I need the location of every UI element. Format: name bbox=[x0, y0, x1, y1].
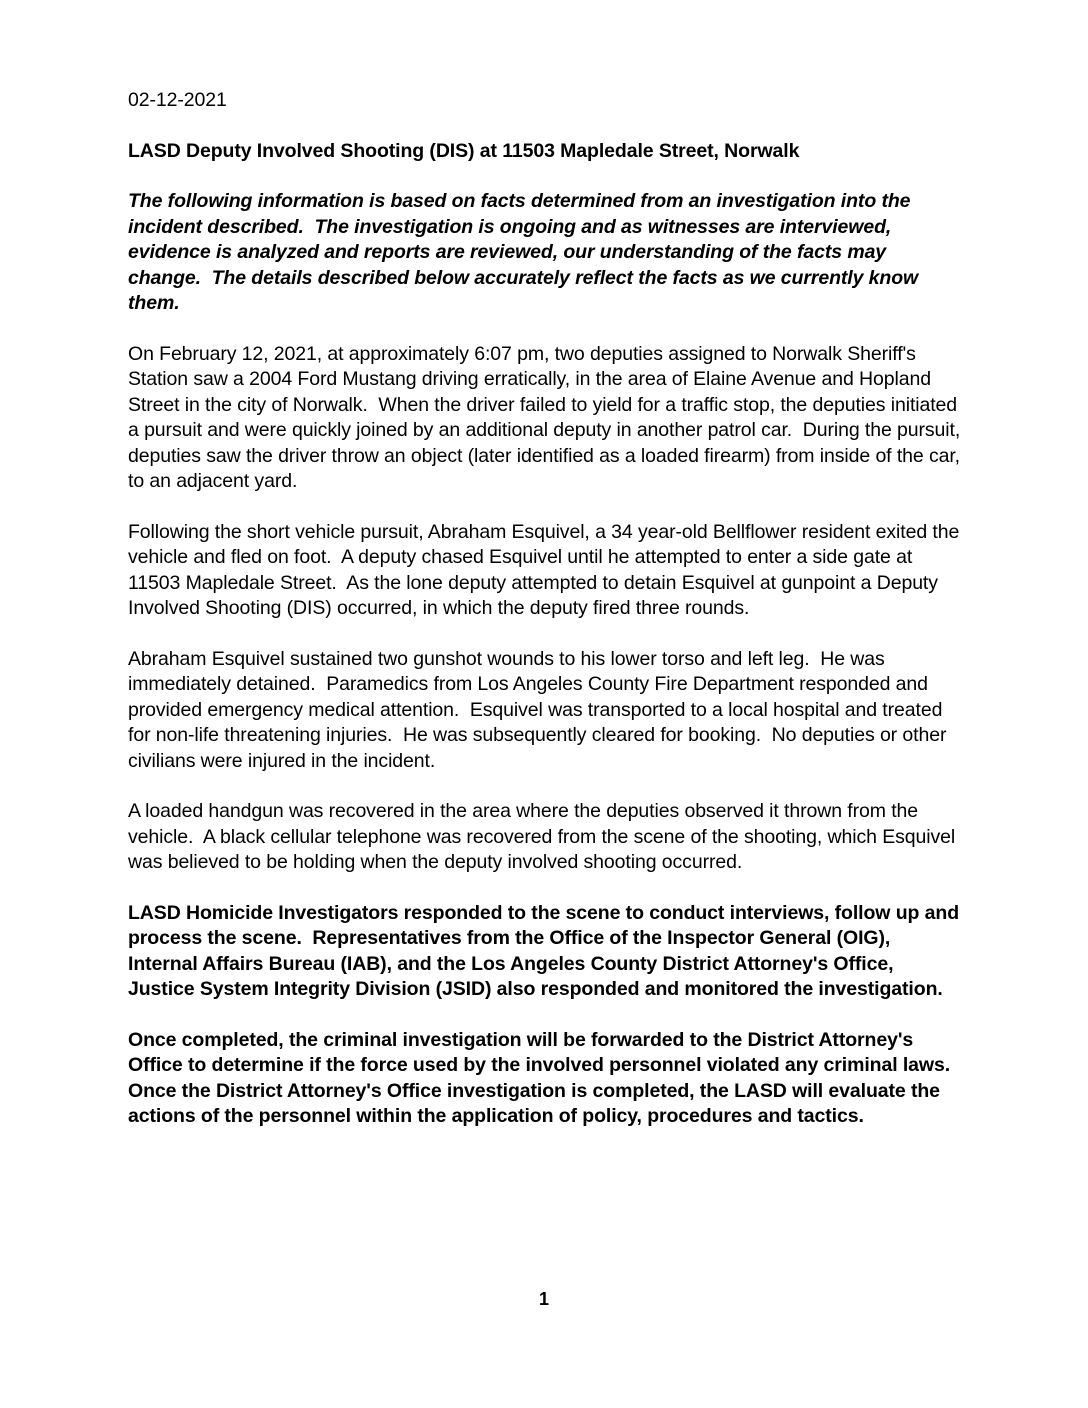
body-paragraph-next-steps: Once completed, the criminal investigation will be forwarded to the District Attorney's Office to determine if the force used by the involved personnel violated any criminal laws. Once the District Attorney's Office investigation is completed, the LASD will evaluate the actions of the personnel within the application of policy, procedures and tactics. bbox=[128, 1028, 961, 1127]
document-content bbox=[128, 88, 966, 1155]
disclaimer-paragraph: The following information is based on facts determined from an investigation into the incident described. The investigation is ongoing and as witnesses are interviewed, evidence is analyzed and reports are reviewed, our understanding of the facts may change. The details described below accurately reflect the facts as we currently know them. bbox=[128, 190, 924, 314]
body-paragraph-pursuit: Following the short vehicle pursuit, Abraham Esquivel, a 34 year-old Bellflower resident exited the vehicle and fled on foot. A deputy chased Esquivel until he attempted to enter a side gate at 11503 Mapledale Street. As the lone deputy attempted to detain Esquivel at gunpoint a Deputy Involved Shooting (DIS) occurred, in which the deputy fired three rounds. bbox=[128, 520, 965, 619]
body-paragraph-injuries: Abraham Esquivel sustained two gunshot wounds to his lower torso and left leg. He was immediately detained. Paramedics from Los Angeles County Fire Department responded and provided emergency medical attention. Esquivel was transported to a local hospital and treated for non-life threatening injuries. He was subsequently cleared for booking. No deputies or other civilians were injured in the incident. bbox=[128, 647, 952, 772]
body-paragraph-incident: On February 12, 2021, at approximately 6:07 pm, two deputies assigned to Norwalk Sheriff's Station saw a 2004 Ford Mustang driving erratically, in the area of Elaine Avenue and Hopland Street in the city of Norwalk. When the driver failed to yield for a traffic stop, the deputies initiated a pursuit and were quickly joined by an additional deputy in another patrol car. During the pursuit, deputies saw the driver throw an object (later identified as a loaded firearm) from inside of the car, to an adjacent yard. bbox=[128, 342, 966, 492]
page-number: 1 bbox=[538, 1289, 549, 1309]
body-paragraph-investigators: LASD Homicide Investigators responded to the scene to conduct interviews, follow up and process the scene. Representatives from the Office of the Inspector General (OIG), Internal Affairs Bureau (IAB), and the Los Angeles County District Attorney's Office, Justice System Integrity Division (JSID) also responded and monitored the investigation. bbox=[128, 901, 965, 1000]
document-date: 02-12-2021 bbox=[128, 89, 227, 111]
body-paragraph-evidence: A loaded handgun was recovered in the area where the deputies observed it thrown from the vehicle. A black cellular telephone was recovered from the scene of the shooting, which Esquivel was believed to be holding when the deputy involved shooting occurred. bbox=[128, 800, 961, 873]
document-title: LASD Deputy Involved Shooting (DIS) at 11503 Mapledale Street, Norwalk bbox=[128, 139, 800, 162]
